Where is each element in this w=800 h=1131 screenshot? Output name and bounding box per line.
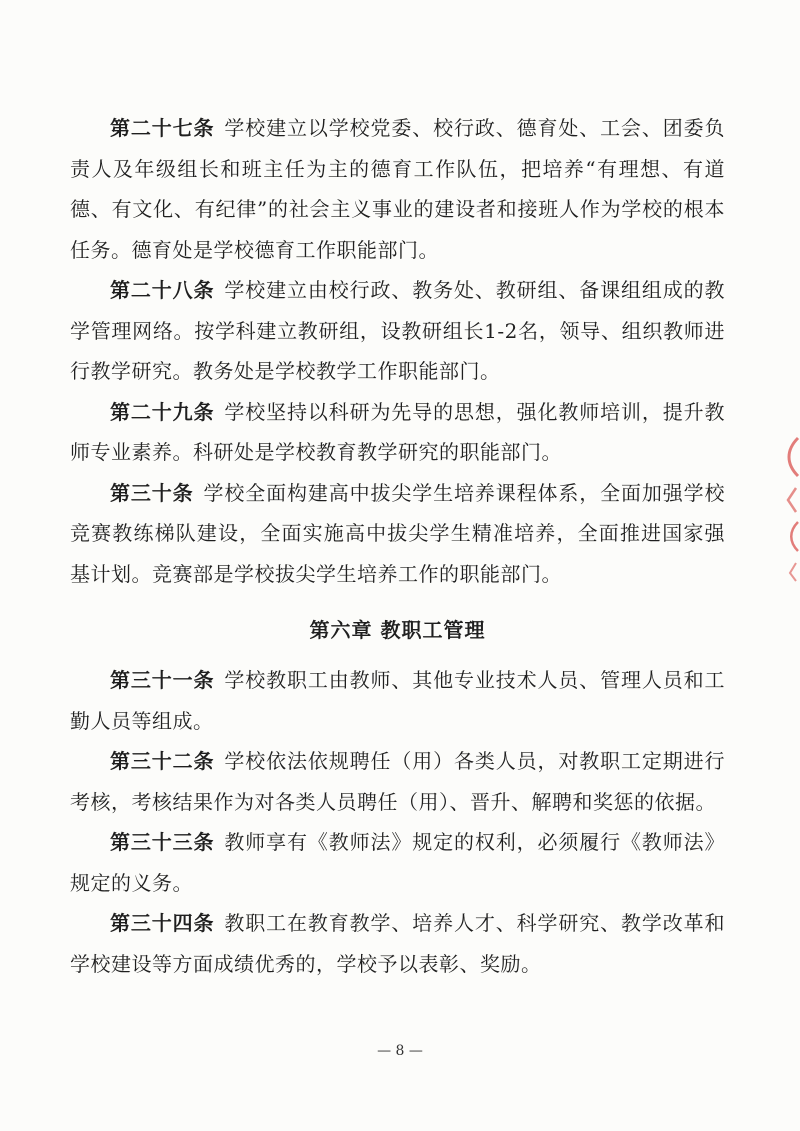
article-text: 学校教职工由教师、其他专业技术人员、管理人员和工勤人员等组成。 [70, 668, 725, 733]
article-label: 第二十七条 [110, 116, 215, 140]
article-label: 第三十四条 [110, 911, 215, 935]
article-30 [70, 473, 725, 595]
article-label: 第三十条 [110, 480, 194, 505]
page-number: — 8 — [377, 1043, 423, 1059]
article-28 [70, 270, 725, 392]
article-32 [70, 741, 725, 822]
article-label: 第二十九条 [110, 399, 215, 424]
article-label: 第三十一条 [110, 668, 215, 692]
article-27 [70, 108, 725, 270]
article-34 [70, 903, 725, 984]
article-text: 学校全面构建高中拔尖学生培养课程体系，全面加强学校竞赛教练梯队建设，全面实施高中拔尖学生精准培养，全面推进国家强基计划。竞赛部是学校拔尖学生培养工作的职能部门。 [70, 480, 725, 586]
document-content [70, 108, 725, 984]
article-33 [70, 822, 725, 903]
article-text: 学校坚持以科研为先导的思想，强化教师培训，提升教师专业素养。科研处是学校教育教学研究的职能部门。 [70, 399, 725, 464]
red-seal-edge [778, 430, 800, 595]
article-29 [70, 392, 725, 473]
article-text: 学校建立以学校党委、校行政、德育处、工会、团委负责人及年级组长和班主任为主的德育工作队伍，把培养“有理想、有道德、有文化、有纪律”的社会主义事业的建设者和接班人作为学校的根本任务。德育处是学校德育工作职能部门。 [70, 116, 725, 262]
article-31 [70, 660, 725, 741]
article-text: 教职工在教育教学、培养人才、科学研究、教学改革和学校建设等方面成绩优秀的，学校予以表彰、奖励。 [70, 911, 725, 976]
article-text: 学校建立由校行政、教务处、教研组、备课组组成的教学管理网络。按学科建立教研组，设教研组长1-2名，领导、组织教师进行教学研究。教务处是学校教学工作职能部门。 [70, 278, 725, 383]
article-text: 教师享有《教师法》规定的权利，必须履行《教师法》规定的义务。 [70, 830, 725, 895]
article-label: 第三十二条 [110, 749, 215, 773]
article-label: 第三十三条 [110, 830, 215, 854]
article-label: 第二十八条 [110, 278, 215, 302]
article-text: 学校依法依规聘任（用）各类人员，对教职工定期进行考核，考核结果作为对各类人员聘任（用）、晋升、解聘和奖惩的依据。 [70, 749, 725, 814]
chapter-title: 第六章 教职工管理 [309, 618, 486, 642]
